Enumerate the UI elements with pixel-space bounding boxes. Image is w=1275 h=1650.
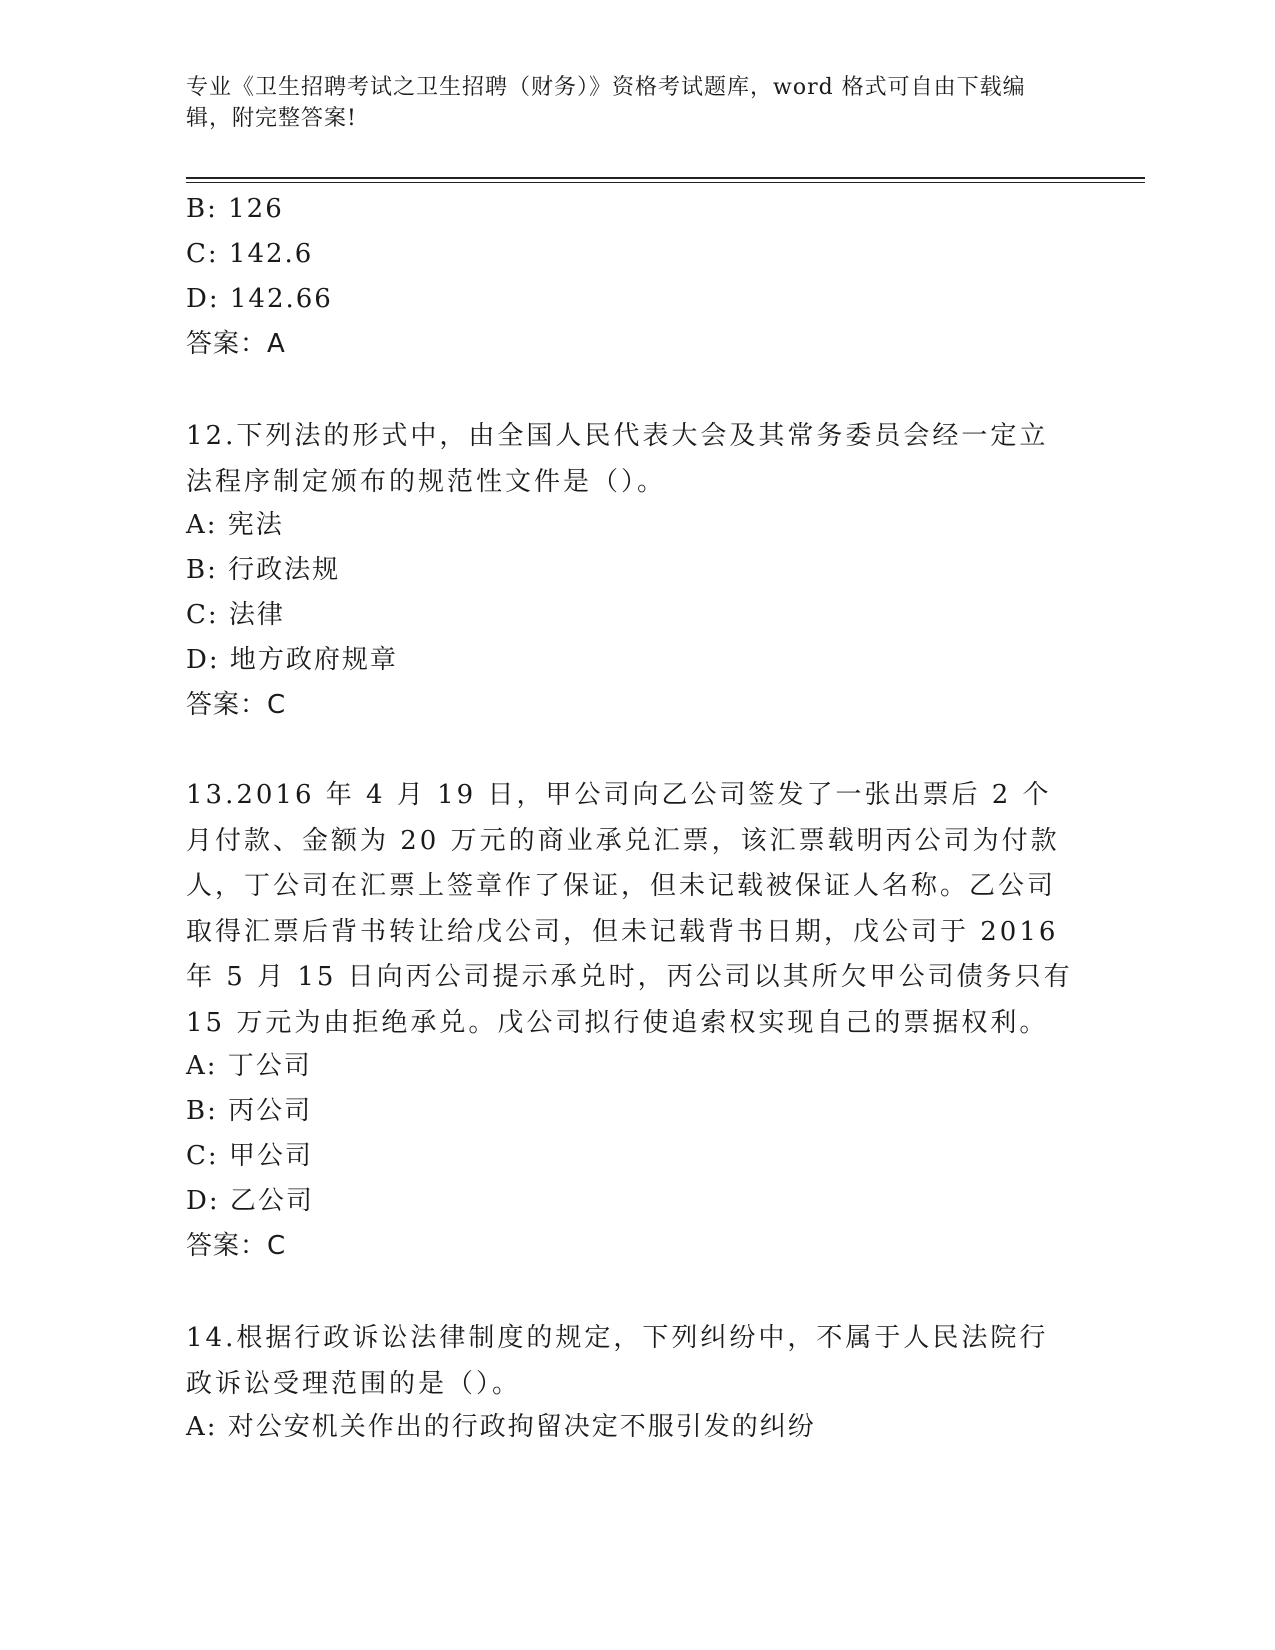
q13-option-b: B: 丙公司 <box>186 1096 313 1126</box>
q11-option-c: C: 142.6 <box>186 239 314 269</box>
q12-stem: 12.下列法的形式中，由全国人民代表大会及其常务委员会经一定立法程序制定颁布的规范性文件是（）。 <box>186 421 1049 497</box>
header-divider-thin <box>186 182 1145 183</box>
q11-option-b: B: 126 <box>186 194 284 224</box>
q12-option-a: A: 宪法 <box>186 510 284 540</box>
q13-answer: 答案：C <box>186 1231 287 1261</box>
q12-answer: 答案：C <box>186 690 287 720</box>
document-header: 专业《卫生招聘考试之卫生招聘（财务）》资格考试题库，word 格式可自由下载编辑，附完整答案! <box>186 75 1026 131</box>
q12-option-c: C: 法律 <box>186 600 285 630</box>
q12-option-d: D: 地方政府规章 <box>186 645 398 675</box>
header-divider-thick <box>186 177 1145 179</box>
q14-option-a: A: 对公安机关作出的行政拘留决定不服引发的纠纷 <box>186 1412 816 1442</box>
q11-option-d: D: 142.66 <box>186 284 333 314</box>
q12-option-b: B: 行政法规 <box>186 555 341 585</box>
q13-option-a: A: 丁公司 <box>186 1051 312 1081</box>
q14-stem: 14.根据行政诉讼法律制度的规定，下列纠纷中，不属于人民法院行政诉讼受理范围的是（）。 <box>186 1323 1049 1399</box>
q13-option-d: D: 乙公司 <box>186 1186 314 1216</box>
q13-option-c: C: 甲公司 <box>186 1141 313 1171</box>
q11-answer: 答案：A <box>186 329 286 359</box>
q13-stem: 13.2016 年 4 月 19 日，甲公司向乙公司签发了一张出票后 2 个月付款、金额为 20 万元的商业承兑汇票，该汇票载明丙公司为付款人，丁公司在汇票上签章作了保证，但未记载被保证人名称。乙公司取得汇票后背书转让给戊公司，但未记载背书日期，戊公司于 2016 年 5 月 15 日向丙公司提示承兑时，丙公司以其所欠甲公司债务只有 15 万元为由拒绝承兑。戊公司拟行使追索权实现自己的票据权利。 <box>186 780 1073 1038</box>
